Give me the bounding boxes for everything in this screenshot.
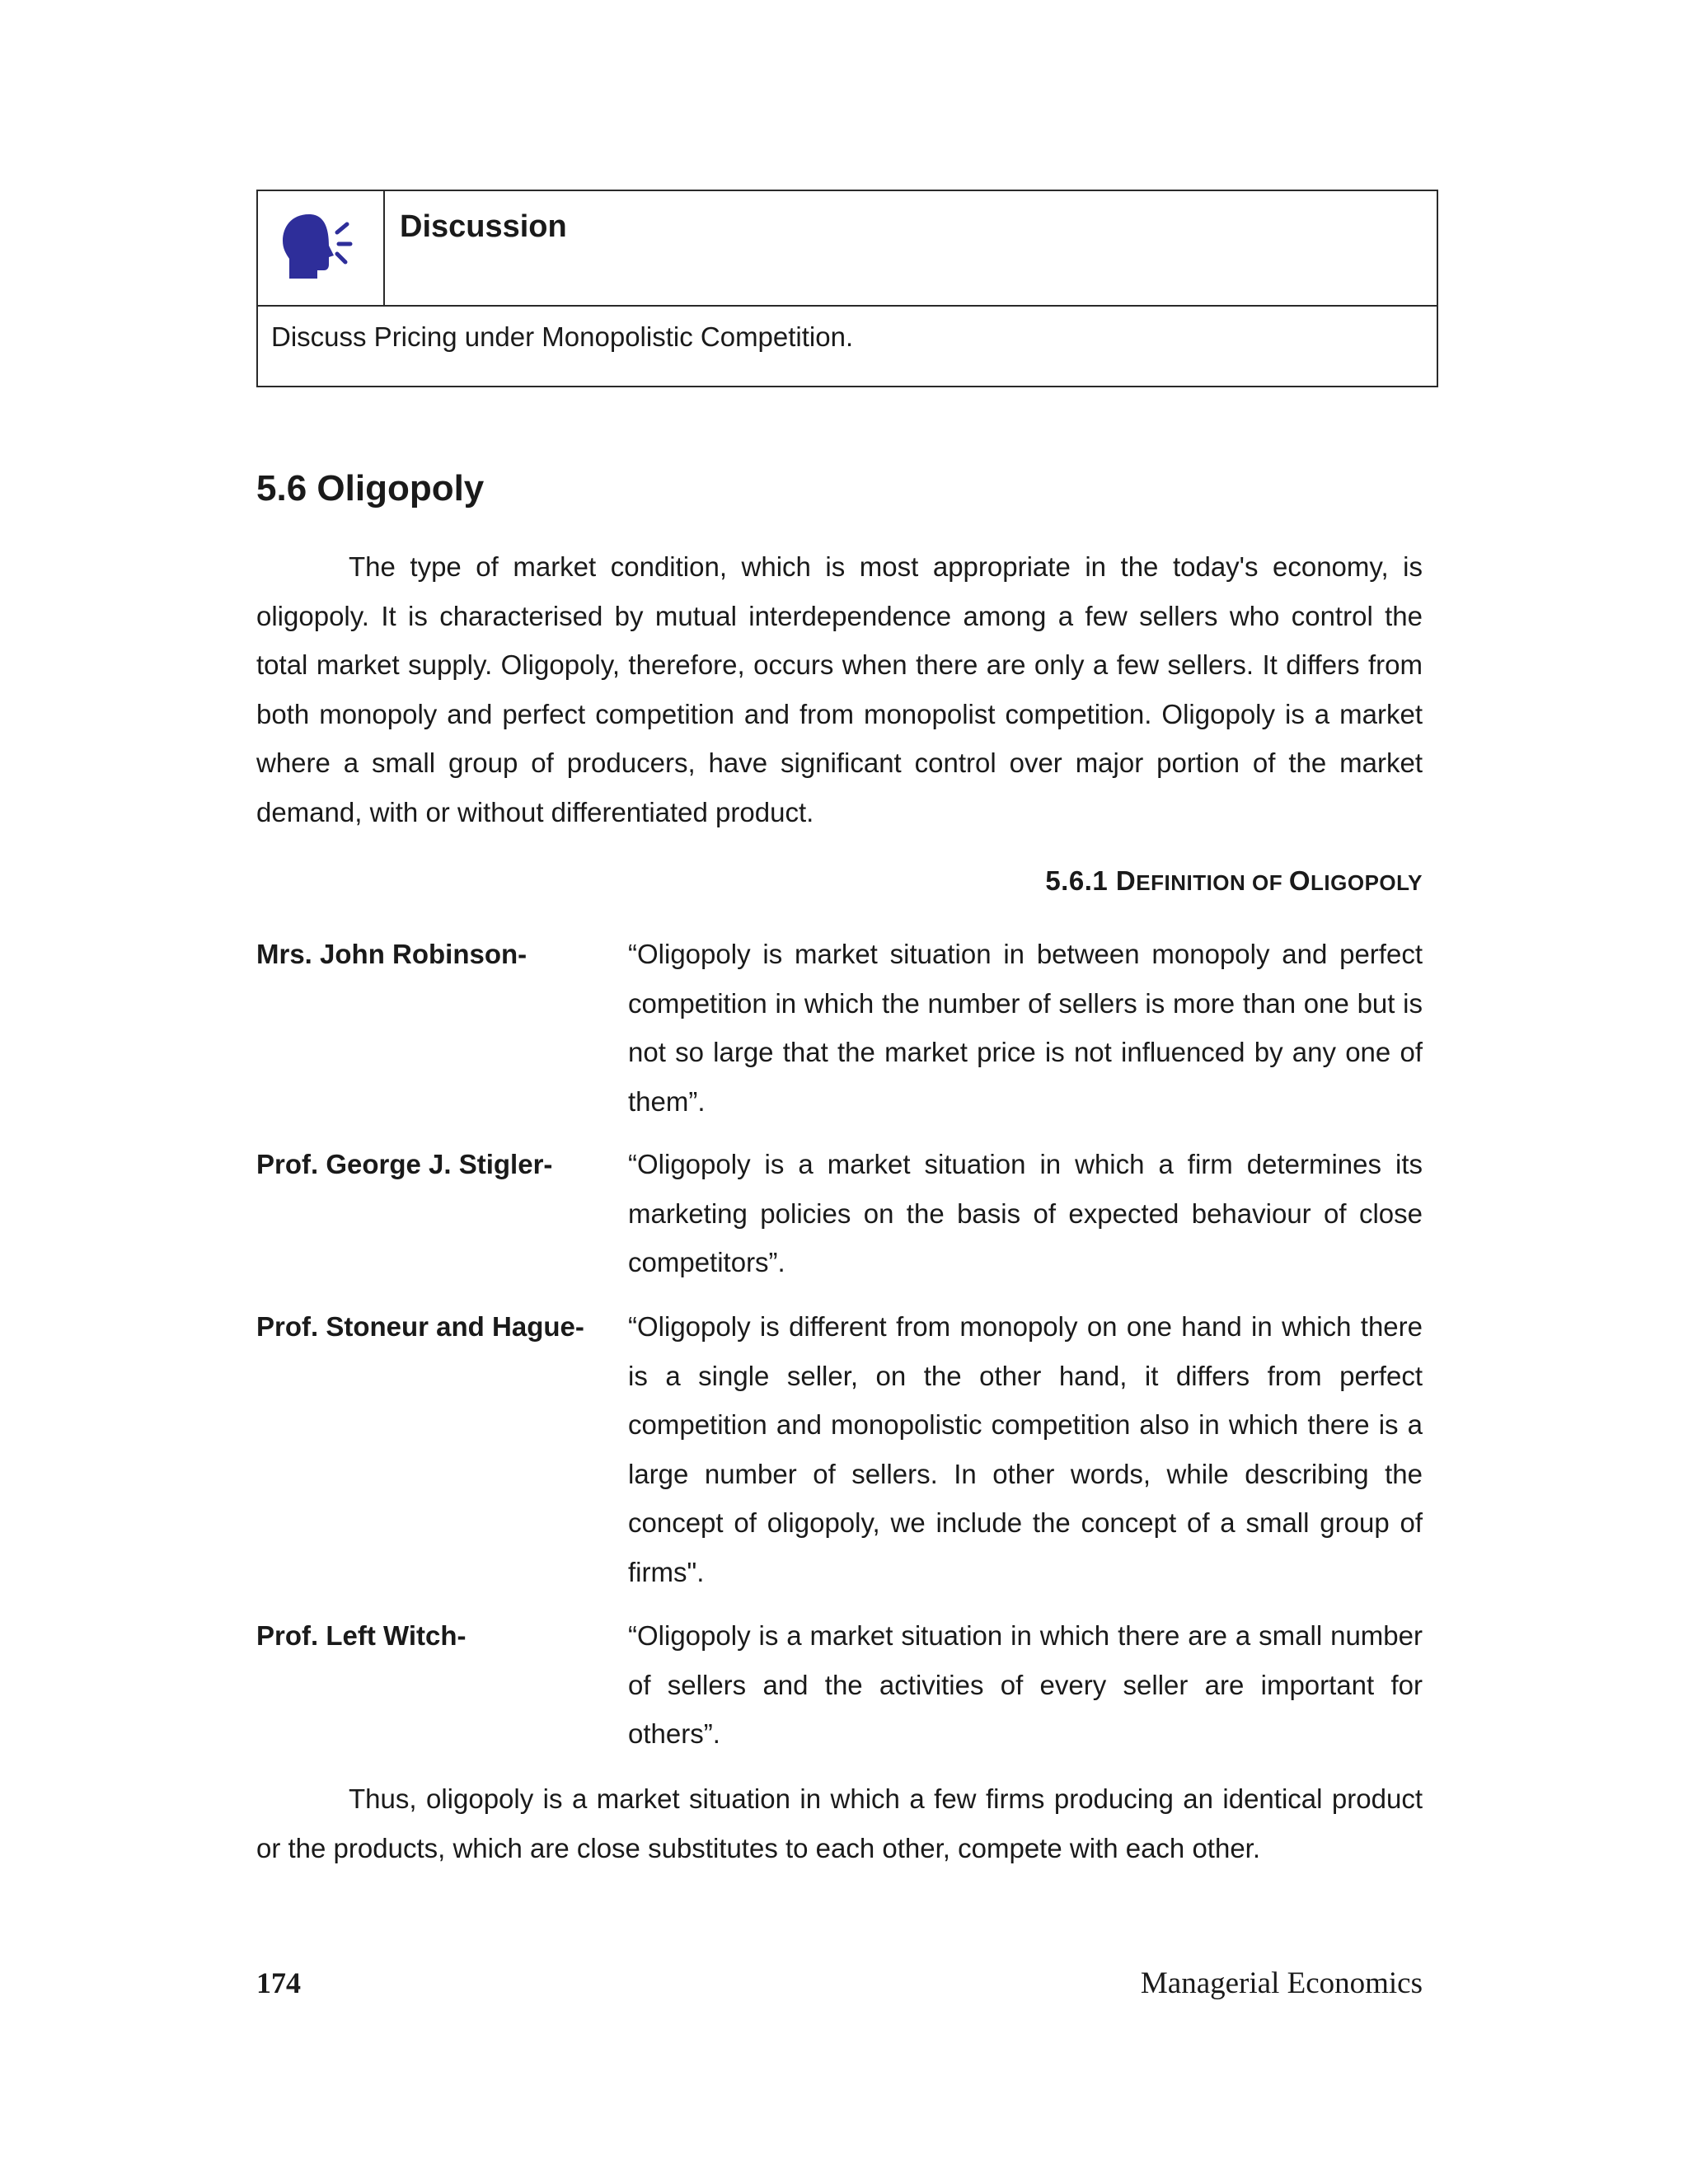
discussion-prompt: Discuss Pricing under Monopolistic Competition.: [271, 321, 854, 352]
discussion-title: Discussion: [400, 209, 567, 244]
section-title: 5.6 Oligopoly: [256, 468, 485, 509]
definition-author: Prof. Stoneur and Hague-: [256, 1311, 584, 1342]
speaking-head-icon: [258, 191, 385, 305]
discussion-icon-cell: [258, 191, 385, 305]
definition-quote: “Oligopoly is different from monopoly on one hand in which there is a single seller, on the other hand, it differs from perfect competition and monopolistic competition also in which there is a large number of sellers. In other words, while describing the concept of oligopoly, we include the concept of a small group of firms".: [628, 1311, 1423, 1587]
subsection-title-ligopoly: LIGOPOLY: [1311, 870, 1423, 895]
conclusion-paragraph: Thus, oligopoly is a market situation in which a few firms producing an identical product or the products, which are close substitutes to each other, compete with each other.: [256, 1783, 1423, 1863]
definition-author: Prof. Left Witch-: [256, 1620, 467, 1651]
subsection-title-o: O: [1288, 865, 1311, 896]
book-title: Managerial Economics: [1140, 1966, 1423, 2000]
subsection-number: 5.6.1: [1045, 865, 1109, 896]
definition-quote: “Oligopoly is a market situation in which there are a small number of sellers and the activities of every seller are important for others”.: [628, 1620, 1423, 1749]
subsection-heading: [1045, 865, 1423, 897]
discussion-header: [258, 191, 1437, 307]
definition-quote: “Oligopoly is market situation in between monopoly and perfect competition in which the number of sellers is more than one but is not so large that the market price is not influenced by any one of them”.: [628, 939, 1423, 1117]
subsection-title-efinition: EFINITION OF: [1136, 870, 1289, 895]
definition-quote: “Oligopoly is a market situation in which a firm determines its marketing policies on the basis of expected behaviour of close competitors”.: [628, 1149, 1423, 1277]
definition-author: Mrs. John Robinson-: [256, 939, 528, 969]
intro-paragraph: The type of market condition, which is most appropriate in the today's economy, is oligopoly. It is characterised by mutual interdependence among a few sellers who control the total market supply. Oligopoly, therefore, occurs when there are only a few sellers. It differs from both monopoly and perfect competition and from monopolist competition. Oligopoly is a market where a small group of producers, have significant control over major portion of the market demand, with or without differentiated product.: [256, 551, 1423, 827]
definition-author: Prof. George J. Stigler-: [256, 1149, 553, 1179]
page-number: 174: [256, 1966, 301, 1999]
subsection-title-d: D: [1115, 865, 1137, 896]
discussion-box: [256, 190, 1438, 387]
